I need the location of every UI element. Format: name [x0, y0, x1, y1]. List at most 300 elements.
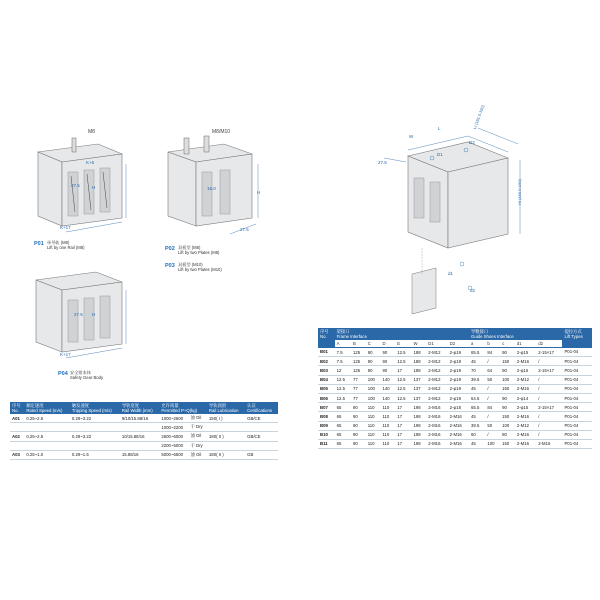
table-row [318, 393, 592, 402]
product-code: P01 [34, 241, 44, 247]
table-cell: 90 [366, 357, 381, 366]
dim-h-label: H [92, 185, 96, 190]
interface-sub-header: C [366, 340, 381, 348]
table-cell: 2-φ19 [448, 366, 469, 375]
table-cell: 0.25~2.5 [24, 432, 70, 441]
dim-275c-label: 27.5 [74, 312, 83, 317]
table-cell: 2-φ15 [515, 403, 536, 412]
table-cell: 80 [500, 430, 515, 439]
table-cell: 12.5 [395, 357, 411, 366]
interface-group-header [562, 328, 592, 348]
table-cell: 2-φ14 [515, 393, 536, 402]
row-code [10, 423, 24, 432]
table-cell: 90 [366, 348, 381, 357]
table-cell: / [536, 384, 562, 393]
table-cell: 90 [351, 412, 366, 421]
table-cell: 150( I ) [207, 414, 245, 423]
specs-header-cell [245, 402, 278, 414]
table-cell: 12.5 [335, 375, 351, 384]
table-cell: 2-M16 [426, 439, 447, 448]
table-cell: GB/CE [245, 414, 278, 423]
table-cell: 65 [335, 412, 351, 421]
table-cell: 17 [395, 366, 411, 375]
specs-header-cell [207, 402, 245, 414]
header-en: Lift Types [564, 334, 583, 339]
table-cell: GB [245, 450, 278, 459]
table-cell: 110 [380, 412, 395, 421]
table-cell: 125 [351, 366, 366, 375]
table-cell: 137 [412, 384, 427, 393]
table-cell: 90 [500, 348, 515, 357]
table-cell: 150 [500, 357, 515, 366]
table-cell: 100 [485, 439, 500, 448]
header-en: Rated Speed (m/s) [26, 408, 63, 413]
table-cell: / [536, 393, 562, 402]
table-cell: 2-M12 [426, 348, 447, 357]
table-cell: 2200~5000 [159, 441, 188, 450]
table-cell: P01-04 [562, 430, 592, 439]
header-en: Rail Width (mm) [121, 408, 153, 413]
table-cell: 90 [351, 403, 366, 412]
table-cell: 50 [485, 375, 500, 384]
table-cell: 110 [380, 421, 395, 430]
table-row [318, 430, 592, 439]
table-cell: 90 [380, 357, 395, 366]
table-cell: 10/15.88/16 [120, 432, 160, 441]
table-row [318, 412, 592, 421]
table-cell: / [536, 375, 562, 384]
dim-hh-label: HI (150.0-190) [517, 179, 522, 205]
table-cell: 100 [500, 421, 515, 430]
product-desc-en: Lift by two Plates (M10) [178, 267, 222, 273]
table-cell: 2-M12 [426, 375, 447, 384]
table-cell: 90 [351, 421, 366, 430]
table-cell: 65.5 [469, 348, 485, 357]
table-cell: 2-M12 [426, 366, 447, 375]
interface-sub-header: c [500, 340, 515, 348]
product-desc-en: Safety Gear Body [70, 375, 104, 381]
row-code: B02 [318, 357, 335, 366]
table-cell: 12.5 [395, 375, 411, 384]
table-row [318, 375, 592, 384]
interface-sub-header: D [380, 340, 395, 348]
table-cell: 90 [351, 430, 366, 439]
header-cn: 导轨宽度 [121, 403, 140, 408]
table-cell: 2-M16 [448, 439, 469, 448]
table-cell: 45 [469, 412, 485, 421]
table-cell: 12.5 [395, 348, 411, 357]
table-cell: 65 [335, 403, 351, 412]
table-cell: 77 [351, 393, 366, 402]
header-en: Certifications [247, 408, 272, 413]
dim-l-label: L [438, 126, 441, 131]
interface-table [318, 328, 592, 449]
table-cell: P01-04 [562, 357, 592, 366]
table-cell: 50 [485, 421, 500, 430]
table-cell: 100 [500, 375, 515, 384]
table-row [318, 357, 592, 366]
table-cell: 90 [380, 348, 395, 357]
drawing-label-m8-m10: M8/M10 [212, 129, 231, 135]
header-cn: 序号 [12, 403, 21, 408]
table-cell: 1000~2600 [159, 414, 188, 423]
product-code: P02 [165, 246, 175, 252]
table-cell: P01-04 [562, 348, 592, 357]
header-en: Guide Shoes Interface [471, 334, 514, 339]
specs-header-cell [10, 402, 24, 414]
table-cell: 2-15×17 [536, 366, 562, 375]
table-cell: 0.29~3.22 [70, 432, 120, 441]
header-cn: 触发速度 [71, 403, 90, 408]
table-cell: 45 [469, 357, 485, 366]
header-cn: 提拉方式 [564, 329, 582, 334]
table-cell: 2-M12 [426, 393, 447, 402]
table-cell: 90 [351, 439, 366, 448]
dim-lh-label: LI (181.0-190) [472, 104, 486, 130]
header-cn: 额定速度 [26, 403, 44, 408]
table-cell: P01-04 [562, 366, 592, 375]
table-cell: 17 [395, 439, 411, 448]
row-code: B01 [318, 348, 335, 357]
dim-h2-label: H [257, 190, 261, 195]
row-code: B07 [318, 403, 335, 412]
table-cell: 100 [366, 375, 381, 384]
dim-d1-label: D1 [437, 152, 443, 157]
table-cell: 2-15×17 [536, 348, 562, 357]
interface-sub-header: d1 [515, 340, 536, 348]
interface-dimension-drawing [378, 118, 538, 318]
table-cell: 2-M16 [515, 357, 536, 366]
dim-k17b-label: K+17 [60, 352, 71, 357]
product-desc [47, 240, 84, 250]
table-cell: / [485, 384, 500, 393]
table-row [10, 423, 278, 432]
table-row [318, 421, 592, 430]
table-cell: 17 [395, 430, 411, 439]
table-cell: 140 [380, 384, 395, 393]
table-cell: 2-M16 [426, 403, 447, 412]
product-desc-en: Lift by two Plates (M8) [178, 250, 220, 256]
table-cell: 90 [500, 393, 515, 402]
table-row [318, 403, 592, 412]
table-cell: 7.5 [335, 348, 351, 357]
table-cell [245, 423, 278, 432]
row-code: A02 [10, 432, 24, 441]
table-cell: 15.88/16 [120, 450, 160, 459]
table-row [10, 450, 278, 459]
table-cell: 70 [469, 366, 485, 375]
table-cell: 2-φ19 [448, 357, 469, 366]
table-cell: 12.5 [395, 384, 411, 393]
table-row [10, 432, 278, 441]
table-cell: 137 [412, 375, 427, 384]
interface-sub-header: A [335, 340, 351, 348]
table-cell: 125 [351, 348, 366, 357]
table-cell: P01-04 [562, 421, 592, 430]
table-row [318, 348, 592, 357]
header-cn: 序号 [320, 329, 329, 334]
table-cell: 9/10/15.88/16 [120, 414, 160, 423]
table-cell: 65 [335, 439, 351, 448]
table-row [10, 414, 278, 423]
row-code [10, 441, 24, 450]
header-cn: 架接口 [336, 329, 350, 334]
table-cell: 110 [380, 439, 395, 448]
table-cell: 45 [469, 439, 485, 448]
table-cell: 0.25~1.0 [24, 450, 70, 459]
table-cell: 137 [412, 393, 427, 402]
interface-sub-header: D2 [448, 340, 469, 348]
header-en: Tripping Speed (m/s) [71, 408, 112, 413]
table-cell: P01-04 [562, 412, 592, 421]
table-row [10, 441, 278, 450]
table-cell: 2-φ15 [515, 366, 536, 375]
table-cell: 2-M12 [426, 384, 447, 393]
table-cell: / [485, 430, 500, 439]
table-cell: GB/CE [245, 432, 278, 441]
table-cell: 39.5 [469, 421, 485, 430]
product-desc-cn: 安全钳本体 [70, 370, 91, 375]
header-cn: 导轨润滑 [208, 403, 227, 408]
product-desc [178, 245, 219, 255]
table-cell: 110 [366, 439, 381, 448]
header-cn: 允许质量 [161, 403, 179, 408]
table-cell: 2-M16 [536, 439, 562, 448]
table-cell: 12.5 [335, 384, 351, 393]
table-cell: 90 [380, 366, 395, 375]
table-cell: 干 Dry [189, 441, 207, 450]
product-code: P03 [165, 263, 175, 269]
specs-header-cell [159, 402, 207, 414]
specs-header-cell [24, 402, 70, 414]
table-cell: / [485, 393, 500, 402]
table-cell: 65 [335, 421, 351, 430]
header-cn: 导靴接口 [471, 329, 489, 334]
table-cell: 0.25~2.5 [24, 414, 70, 423]
table-cell: 2-M16 [448, 421, 469, 430]
table-cell: 油 Oil [189, 432, 207, 441]
product-desc-cn: 双板型 (M10) [178, 262, 203, 267]
table-cell: / [485, 357, 500, 366]
table-cell: 17 [395, 421, 411, 430]
row-code: B05 [318, 384, 335, 393]
table-cell: / [536, 357, 562, 366]
dim-k17-label: K+17 [60, 225, 71, 230]
table-cell: 2600~6000 [159, 432, 188, 441]
table-row [318, 439, 592, 448]
table-cell: 84 [485, 348, 500, 357]
table-cell: 2-φ19 [448, 384, 469, 393]
table-cell: 油 Oil [189, 414, 207, 423]
specs-header-cell [120, 402, 160, 414]
table-cell: 188 [412, 366, 427, 375]
interface-group-header [335, 328, 469, 340]
dim-15-label: 15.0 [207, 186, 216, 191]
table-cell: 140 [380, 375, 395, 384]
table-cell: 90 [366, 366, 381, 375]
table-cell: 2-φ15 [515, 348, 536, 357]
product-desc-en: Lift by one Rail (M8) [47, 245, 85, 251]
table-cell: 2-M16 [426, 412, 447, 421]
table-cell: 198 [412, 439, 427, 448]
table-cell: 17 [395, 412, 411, 421]
specs-header-cell [70, 402, 120, 414]
table-cell: 2-M16 [426, 430, 447, 439]
table-cell: 12.5 [395, 393, 411, 402]
dim-dd2-label: d2 [470, 288, 476, 293]
header-en: No. [320, 334, 327, 339]
table-cell: 12.5 [335, 393, 351, 402]
table-cell [120, 423, 160, 432]
table-cell: 60 [469, 430, 485, 439]
table-cell: 17 [395, 403, 411, 412]
interface-sub-header: D1 [426, 340, 447, 348]
table-cell [24, 423, 70, 432]
dim-dd1-label: d1 [448, 271, 454, 276]
interface-sub-header: B [351, 340, 366, 348]
table-cell: 2-M12 [515, 421, 536, 430]
interface-sub-header: d2 [536, 340, 562, 348]
table-cell: 5000~6500 [159, 450, 188, 459]
table-cell: 110 [366, 412, 381, 421]
table-cell: 2-15×17 [536, 403, 562, 412]
table-cell: 64 [485, 366, 500, 375]
header-en: No. [12, 408, 19, 413]
table-cell: 2-M12 [515, 375, 536, 384]
table-cell: 7.5 [335, 357, 351, 366]
table-cell: 77 [351, 384, 366, 393]
row-code: B09 [318, 421, 335, 430]
table-cell: 188 [412, 348, 427, 357]
table-cell [207, 441, 245, 450]
specs-table [10, 402, 278, 460]
product-desc-cn: 双板型 (M8) [178, 245, 201, 250]
header-cn: 认证 [247, 403, 256, 408]
table-cell: 2-φ18 [448, 403, 469, 412]
dim-w-label: W [409, 134, 414, 139]
table-cell [207, 423, 245, 432]
table-cell: / [536, 430, 562, 439]
table-cell: 2-M12 [426, 357, 447, 366]
safety-gear-drawing-p01 [26, 134, 136, 239]
header-en: Frame Interface [336, 334, 367, 339]
table-cell: 198 [412, 412, 427, 421]
dim-275-label: 27.5 [71, 183, 80, 188]
dim-275b-label: 27.5 [240, 227, 249, 232]
table-cell: 65 [335, 430, 351, 439]
row-code: B06 [318, 393, 335, 402]
row-code: B10 [318, 430, 335, 439]
table-cell: 125 [351, 357, 366, 366]
table-cell: 12 [335, 366, 351, 375]
table-row [318, 384, 592, 393]
table-cell: 198 [412, 403, 427, 412]
table-cell: 84 [485, 403, 500, 412]
interface-group-header [318, 328, 335, 348]
table-cell: 198 [412, 430, 427, 439]
table-cell: 100 [366, 384, 381, 393]
table-cell: / [536, 412, 562, 421]
interface-sub-header: a [469, 340, 485, 348]
table-cell: / [485, 412, 500, 421]
table-cell: 2-M16 [515, 412, 536, 421]
interface-sub-header: E [395, 340, 411, 348]
table-cell: 2-φ19 [448, 393, 469, 402]
row-code: A03 [10, 450, 24, 459]
table-cell: 150 [500, 384, 515, 393]
table-cell: 干 Dry [189, 423, 207, 432]
table-cell: P01-04 [562, 403, 592, 412]
table-cell: 188 [412, 357, 427, 366]
table-cell: 100 [366, 393, 381, 402]
table-cell: 64.5 [469, 393, 485, 402]
table-cell [70, 441, 120, 450]
table-cell: 65.5 [469, 403, 485, 412]
table-cell: 0.29~3.22 [70, 414, 120, 423]
table-cell: 198 [412, 421, 427, 430]
row-code: B08 [318, 412, 335, 421]
row-code: B04 [318, 375, 335, 384]
table-cell: 45 [469, 384, 485, 393]
drawing-label-m8: M8 [88, 129, 95, 135]
table-cell: 2-M16 [515, 439, 536, 448]
table-cell: 2-M16 [448, 430, 469, 439]
table-cell: 110 [366, 403, 381, 412]
table-row [318, 366, 592, 375]
interface-sub-header: b [485, 340, 500, 348]
table-cell: 110 [366, 430, 381, 439]
table-cell: 0.29~1.5 [70, 450, 120, 459]
table-cell: 2-φ19 [448, 375, 469, 384]
product-code: P04 [58, 371, 68, 377]
table-cell [245, 441, 278, 450]
header-en: Rail Lubrication [208, 408, 239, 413]
table-cell: 90 [500, 403, 515, 412]
table-cell: 150 [500, 439, 515, 448]
interface-sub-header: W [412, 340, 427, 348]
table-cell: 2-M16 [448, 412, 469, 421]
table-cell: 110 [380, 403, 395, 412]
product-desc [70, 370, 103, 380]
table-cell: 2-M16 [426, 421, 447, 430]
product-desc-cn: 单导轨 (M8) [47, 240, 70, 245]
table-cell: 2-φ19 [448, 348, 469, 357]
dim-275d-label: 27.5 [378, 160, 387, 165]
row-code: B03 [318, 366, 335, 375]
table-cell: / [536, 421, 562, 430]
interface-group-header [469, 328, 562, 340]
dim-d2-label: D2 [469, 140, 475, 145]
table-cell: 150 [500, 412, 515, 421]
table-cell: 2-M16 [515, 384, 536, 393]
dim-h3-label: H [92, 312, 96, 317]
table-cell: 110 [366, 421, 381, 430]
table-cell: 1000~2200 [159, 423, 188, 432]
row-code: B11 [318, 439, 335, 448]
table-cell: P01-04 [562, 393, 592, 402]
table-cell: P01-04 [562, 384, 592, 393]
table-cell: 39.5 [469, 375, 485, 384]
table-cell: P01-04 [562, 375, 592, 384]
table-cell [70, 423, 120, 432]
table-cell: 77 [351, 375, 366, 384]
table-cell: 180( II ) [207, 450, 245, 459]
table-cell: P01-04 [562, 439, 592, 448]
header-en: Permitted P+Q(kg) [161, 408, 198, 413]
product-desc [178, 262, 222, 272]
table-cell: 油 Oil [189, 450, 207, 459]
table-cell: 140 [380, 393, 395, 402]
